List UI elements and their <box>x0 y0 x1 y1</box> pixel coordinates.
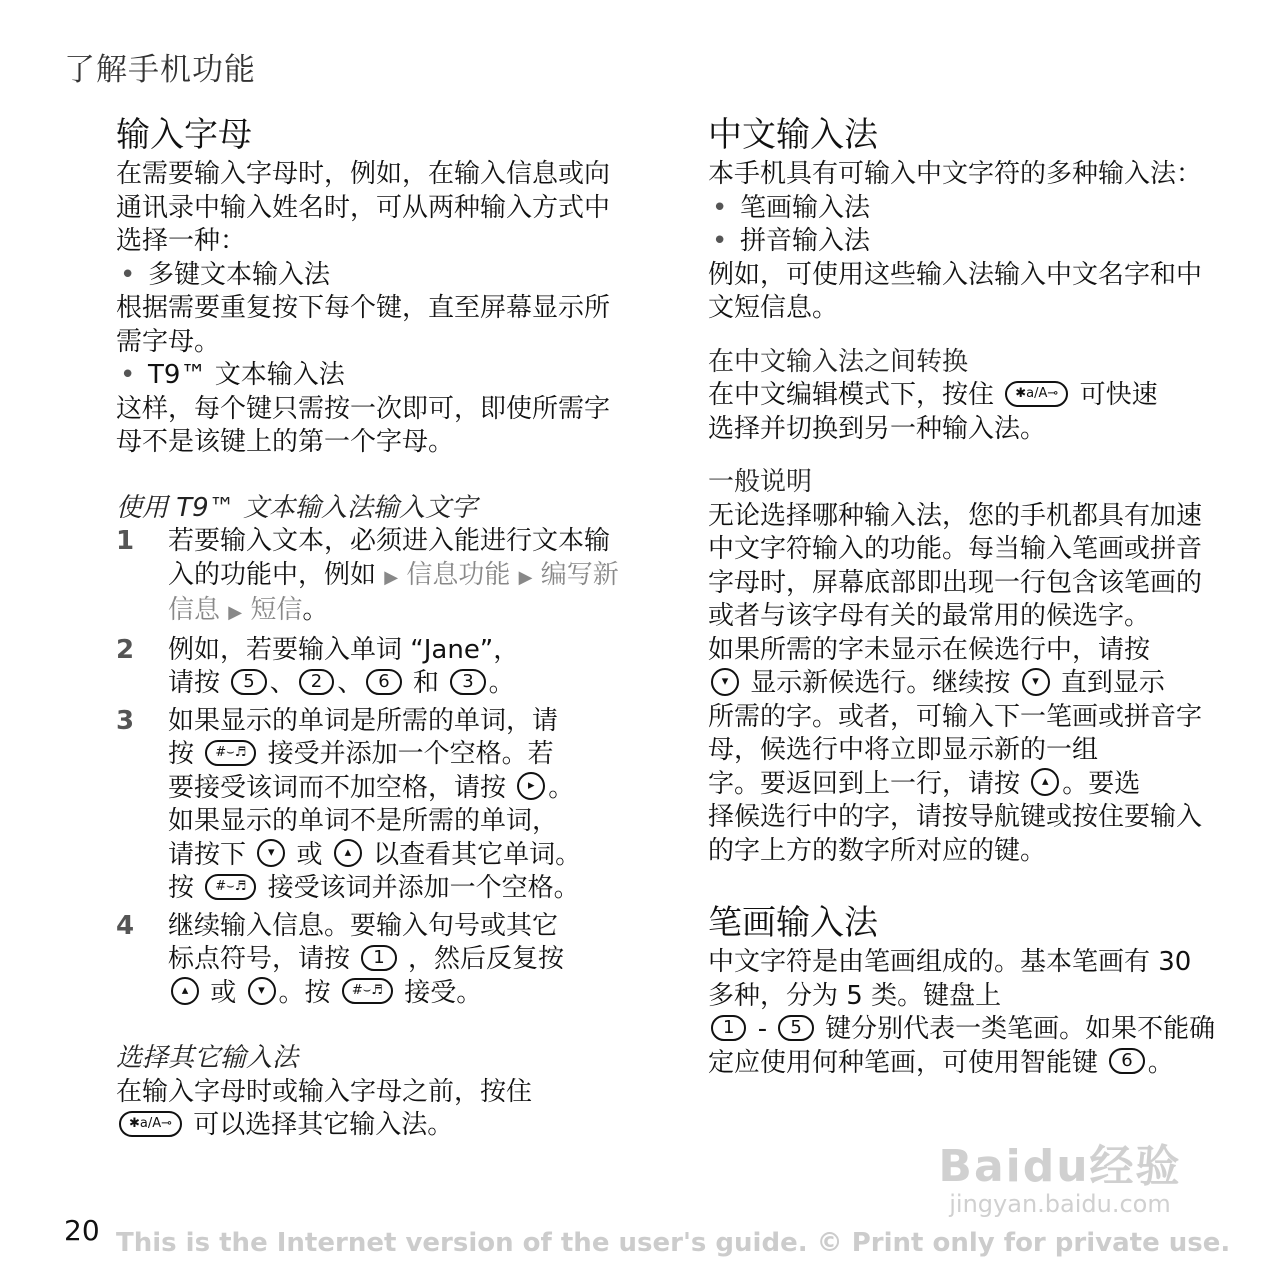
step-text: 。按 <box>278 977 331 1008</box>
nav-down-icon: ▾ <box>711 668 739 696</box>
punct: 。 <box>548 772 575 803</box>
nav-up-icon: ▴ <box>334 839 362 867</box>
hash-key-icon: #⌣♬ <box>205 740 256 766</box>
star-key-icon: ✱a/A⊸ <box>1005 381 1068 407</box>
key-3-icon: 3 <box>450 669 485 695</box>
step-number: 1 <box>116 526 135 556</box>
body-span: 择候选行中的字，请按导航键或按住要输入的字上方的数字所对应的键。 <box>708 802 1203 866</box>
step-text: 或 <box>296 839 323 870</box>
menu-arrow-icon: ▶ <box>384 566 399 588</box>
punct: 。 <box>302 595 329 625</box>
step-text: 若要输入文本，必须进入能进行文本输入的功能中，例如 <box>168 526 611 590</box>
key-6-icon: 6 <box>1109 1048 1144 1074</box>
running-header: 了解手机功能 <box>64 52 256 88</box>
general-notes-p1: 无论选择哪种输入法，您的手机都具有加速中文字符输入的功能。每当输入笔画或拼音字母时，屏幕底部即出现一行包含该笔画的或者与该字母有关的最常用的候选字。 <box>708 500 1203 631</box>
step-text: 请按 <box>168 668 221 698</box>
step-text: 或 <box>210 977 237 1008</box>
bullet-text: T9™ 文本输入法 <box>148 360 345 390</box>
letter-input-intro: 在需要输入字母时，例如，在输入信息或向通讯录中输入姓名时，可从两种输入方式中选择一种： <box>116 159 611 256</box>
punct: 。 <box>488 668 515 698</box>
step-2 <box>116 634 626 701</box>
key-6-icon: 6 <box>366 669 401 695</box>
multitap-desc: 根据需要重复按下每个键，直至屏幕显示所需字母。 <box>116 293 611 357</box>
menu-path-messaging[interactable]: 信息功能 <box>406 559 511 590</box>
punct: 、 <box>269 668 296 698</box>
step-text: 如果显示的单词是所需的单词，请 <box>168 705 559 736</box>
step-text: 请按下 <box>168 839 247 870</box>
page-number: 20 <box>64 1214 100 1247</box>
step-text: ，然后反复按 <box>408 944 565 974</box>
body-span: 键分别代表一类笔画。如果不能确定应使用何种笔画，可使用智能键 <box>708 1014 1216 1078</box>
step-text: 要接受该词而不加空格，请按 <box>168 772 507 803</box>
body-span: 所需的字。或者，可输入下一笔画或拼音字母，候选行中将立即显示新的一组 <box>708 701 1203 765</box>
step-text: 接受并添加一个空格。若 <box>267 739 554 769</box>
body-span: 在中文编辑模式下，按住 <box>708 380 995 410</box>
step-text: 接受该词并添加一个空格。 <box>267 873 580 903</box>
key-1-icon: 1 <box>711 1015 746 1041</box>
chinese-input-intro: 本手机具有可输入中文字符的多种输入法： <box>708 159 1203 189</box>
t9-desc: 这样，每个键只需按一次即可，即使所需字母不是该键上的第一个字母。 <box>116 393 611 457</box>
bullet-stroke <box>708 192 1220 226</box>
watermark-url: jingyan.baidu.com <box>949 1190 1171 1218</box>
step-3 <box>116 705 626 906</box>
menu-arrow-icon: ▶ <box>518 566 533 588</box>
step-text: 以查看其它单词。 <box>373 839 582 870</box>
subhead-general-notes: 一般说明 <box>708 467 813 497</box>
step-text: 如果显示的单词不是所需的单词， <box>168 806 559 836</box>
body-span: 字。要返回到上一行，请按 <box>708 768 1021 799</box>
step-number: 3 <box>116 705 135 736</box>
punct: 、 <box>337 668 364 698</box>
left-column <box>116 112 626 1143</box>
step-text: 例如，若要输入单词 “Jane”， <box>168 634 520 665</box>
footer-note: This is the Internet version of the user's guide. © Print only for private use. <box>116 1228 1231 1258</box>
bullet-icon: • <box>712 192 728 223</box>
bullet-text: 多键文本输入法 <box>148 259 331 290</box>
section-title-chinese-input: 中文输入法 <box>708 115 878 155</box>
right-column <box>708 112 1220 1080</box>
nav-up-icon: ▴ <box>1031 768 1059 796</box>
switch-method-text <box>708 379 1220 446</box>
general-notes-p2 <box>708 634 1220 869</box>
chinese-example: 例如，可使用这些输入法输入中文名字和中文短信息。 <box>708 259 1203 323</box>
hash-key-icon: #⌣♬ <box>342 978 393 1004</box>
nav-down-icon: ▾ <box>1022 668 1050 696</box>
subhead-t9-usage: 使用 T9™ 文本输入法输入文字 <box>116 492 477 523</box>
bullet-t9 <box>116 359 626 393</box>
bullet-pinyin <box>708 225 1220 259</box>
step-4 <box>116 910 626 1011</box>
body-span: - <box>757 1014 768 1044</box>
body-span: 显示新候选行。继续按 <box>750 668 1011 698</box>
section-title-letter-input: 输入字母 <box>116 115 252 155</box>
bullet-icon: • <box>120 259 136 290</box>
step-1 <box>116 525 626 630</box>
step-text: 按 <box>168 873 195 903</box>
body-span: 如果所需的字未显示在候选行中，请按 <box>708 634 1151 665</box>
body-span: 选择并切换到另一种输入法。 <box>708 413 1047 444</box>
bullet-text: 笔画输入法 <box>740 192 871 223</box>
bullet-icon: • <box>712 226 728 256</box>
step-text: 和 <box>412 668 439 698</box>
step-number: 2 <box>116 634 135 665</box>
nav-down-icon: ▾ <box>248 977 276 1005</box>
key-2-icon: 2 <box>299 669 334 695</box>
body-span: 直到显示 <box>1060 668 1165 698</box>
body-span: 。要选 <box>1062 768 1141 799</box>
section-title-stroke-input: 笔画输入法 <box>708 903 878 943</box>
body-span: 可快速 <box>1079 380 1158 410</box>
nav-right-icon: ▸ <box>517 772 545 800</box>
body-span: 在输入字母时或输入字母之前，按住 <box>116 1076 533 1107</box>
other-method-text <box>116 1076 626 1143</box>
watermark-logo: Baidu经验 <box>938 1141 1182 1192</box>
nav-up-icon: ▴ <box>171 977 199 1005</box>
menu-arrow-icon: ▶ <box>228 602 243 623</box>
subhead-switch-method: 在中文输入法之间转换 <box>708 346 969 377</box>
step-number: 4 <box>116 910 135 941</box>
step-text: 继续输入信息。要输入句号或其它 <box>168 910 559 941</box>
step-text: 标点符号，请按 <box>168 944 351 974</box>
nav-down-icon: ▾ <box>257 839 285 867</box>
body-span: 中文字符是由笔画组成的。基本笔画有 30 多种，分为 5 类。键盘上 <box>708 947 1192 1011</box>
step-text: 按 <box>168 739 195 769</box>
stroke-input-text <box>708 946 1220 1080</box>
step-text: 接受。 <box>404 977 483 1008</box>
body-span: 可以选择其它输入法。 <box>193 1110 454 1140</box>
watermark <box>910 1130 1210 1218</box>
hash-key-icon: #⌣♬ <box>205 874 256 900</box>
bullet-text: 拼音输入法 <box>740 226 871 256</box>
key-5-icon: 5 <box>231 669 266 695</box>
key-5-icon: 5 <box>778 1015 813 1041</box>
bullet-icon: • <box>120 360 136 390</box>
menu-path-sms[interactable]: 短信 <box>250 595 303 625</box>
star-key-icon: ✱a/A⊸ <box>119 1111 182 1137</box>
menu-path-write-new[interactable]: 编写新信息 <box>168 559 619 625</box>
punct: 。 <box>1147 1047 1174 1078</box>
bullet-multitap <box>116 259 626 293</box>
subhead-other-method: 选择其它输入法 <box>116 1043 299 1073</box>
key-1-icon: 1 <box>361 945 396 971</box>
